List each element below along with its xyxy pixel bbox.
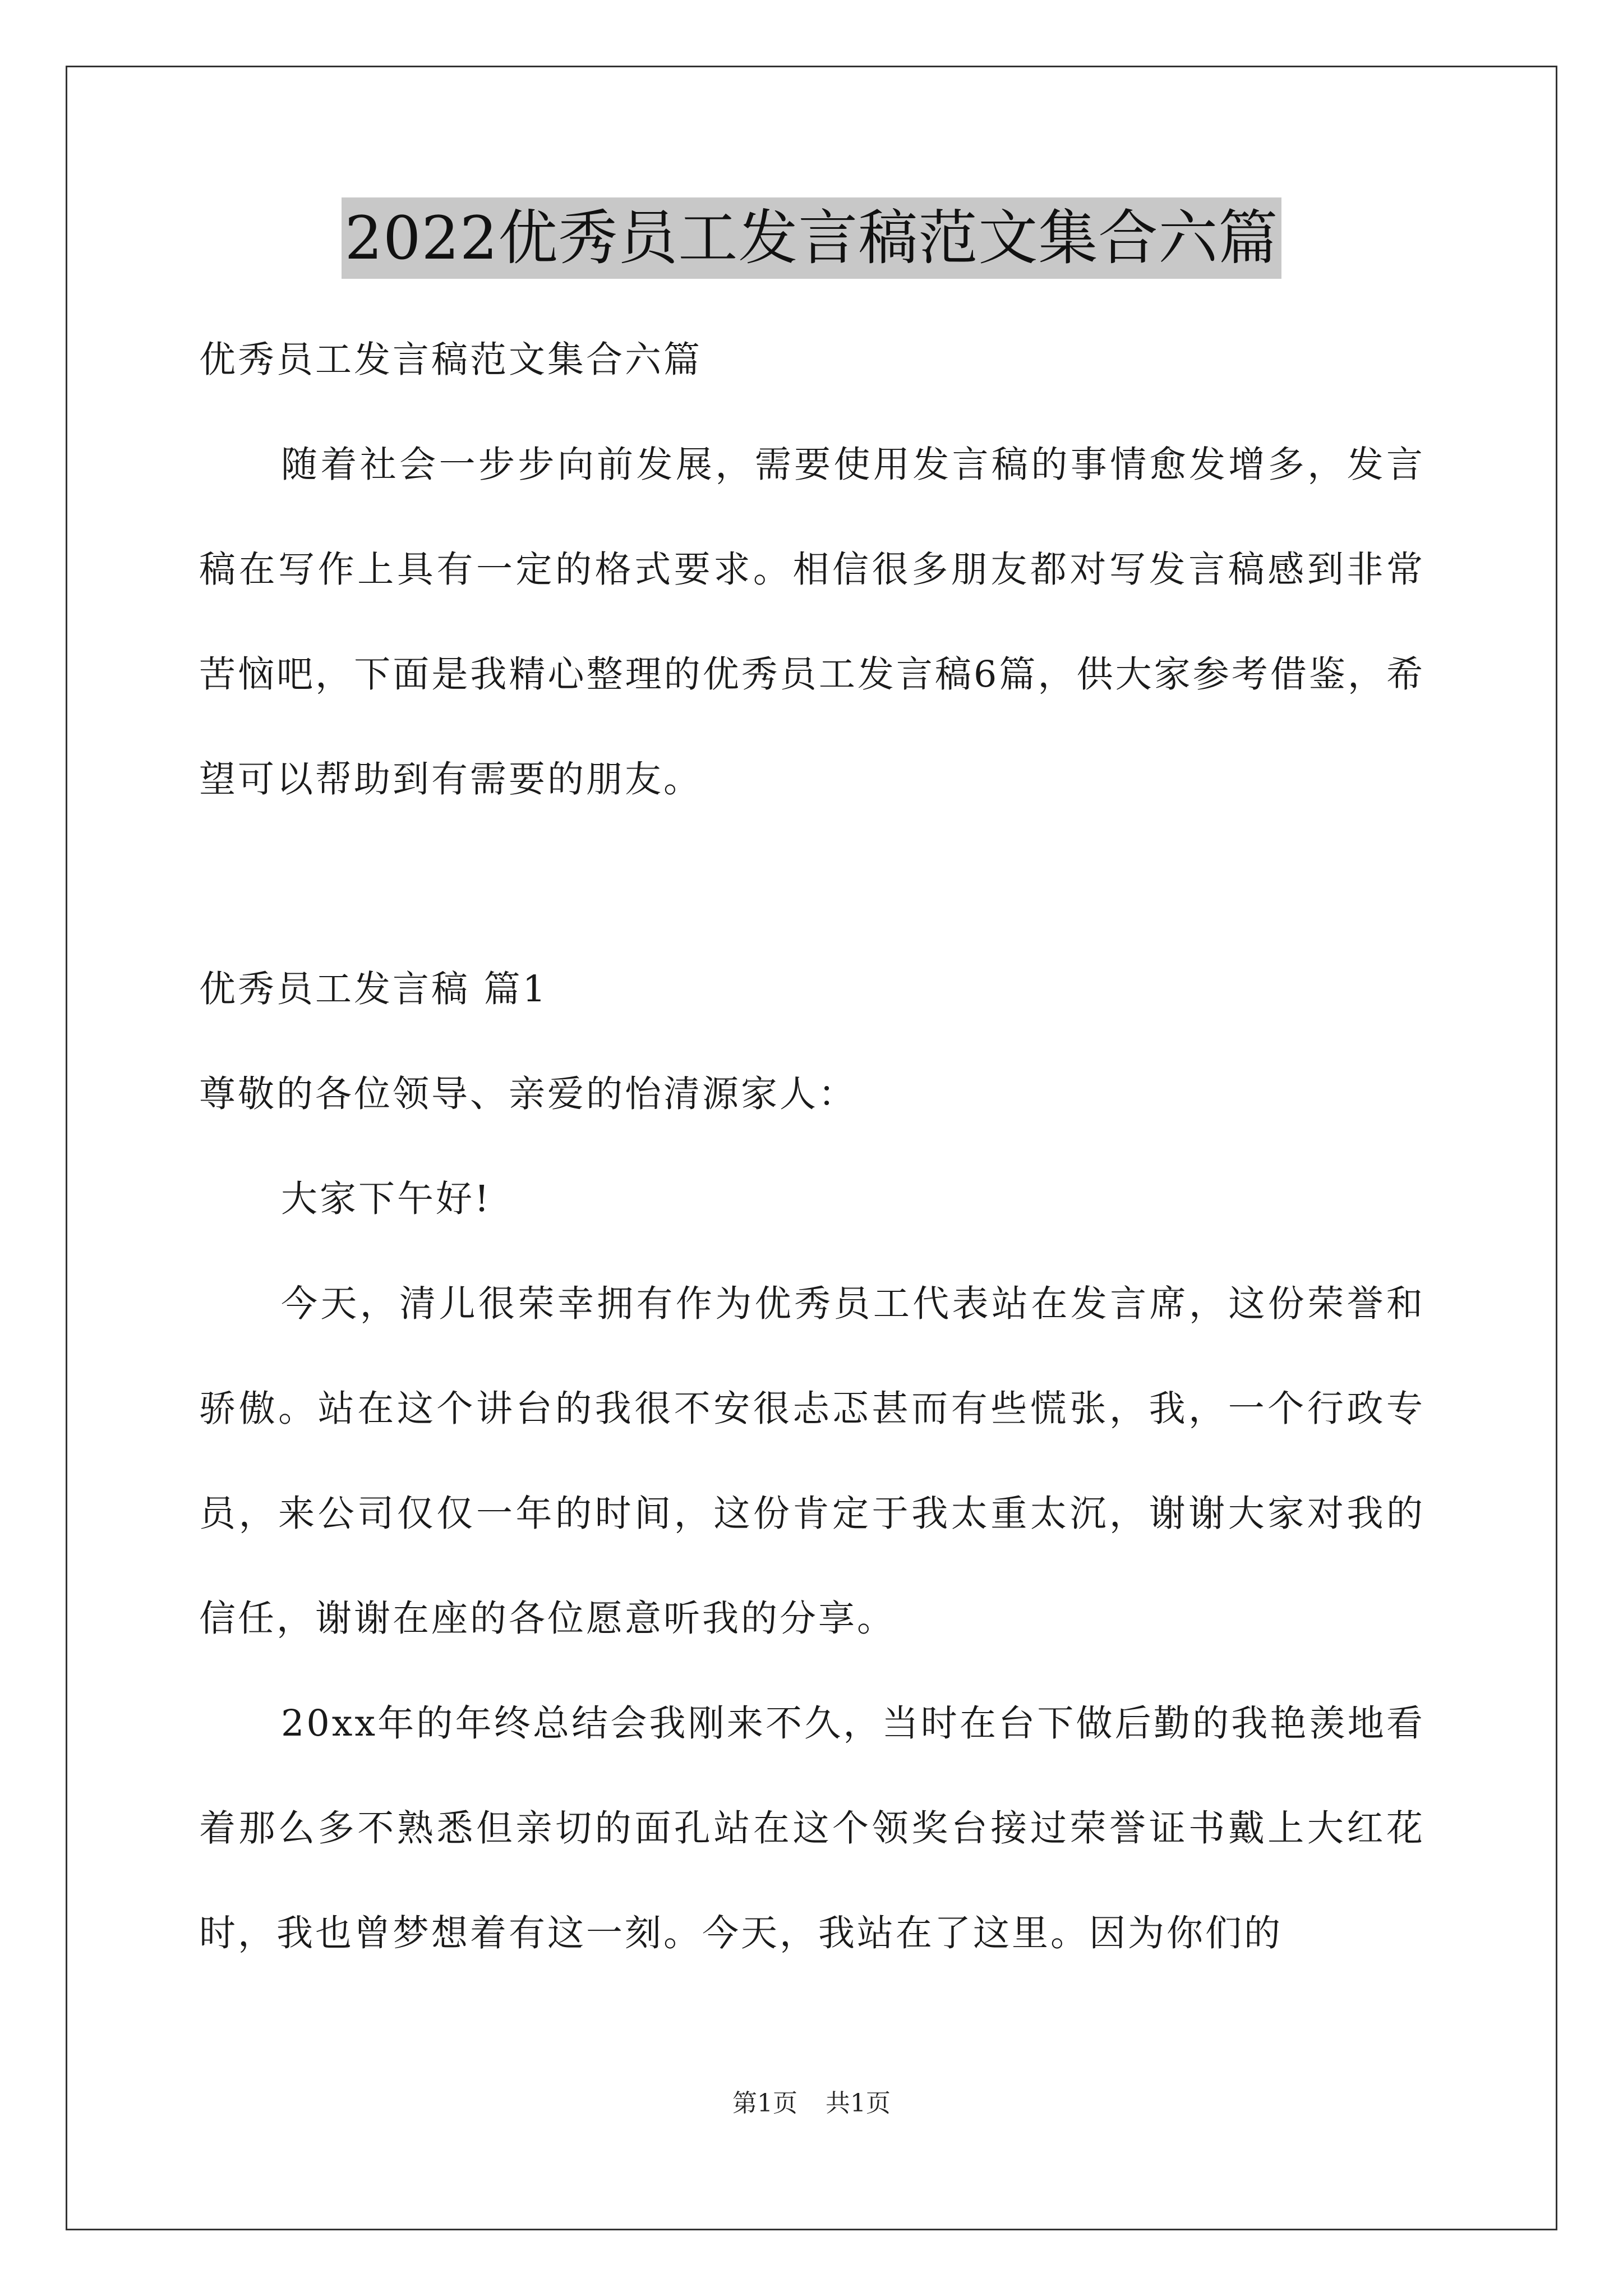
blank-line xyxy=(199,832,1425,937)
body-paragraph: 20xx年的年终总结会我刚来不久，当时在台下做后勤的我艳羡地看着那么多不熟悉但亲切的面孔站在这个领奖台接过荣誉证书戴上大红花时，我也曾梦想着有这一刻。今天，我站在了这里。因为你们的 xyxy=(199,1703,1425,1954)
salutation-paragraph: 尊敬的各位领导、亲爱的怡清源家人： xyxy=(199,1073,857,1115)
subtitle-paragraph: 优秀员工发言稿范文集合六篇 xyxy=(199,339,703,381)
document-title: 2022优秀员工发言稿范文集合六篇 xyxy=(342,197,1282,279)
intro-paragraph: 随着社会一步步向前发展，需要使用发言稿的事情愈发增多，发言稿在写作上具有一定的格式要求。相信很多朋友都对写发言稿感到非常苦恼吧，下面是我精心整理的优秀员工发言稿6篇，供大家参考借鉴，希望可以帮助到有需要的朋友。 xyxy=(199,444,1425,800)
section-heading: 优秀员工发言稿 篇1 xyxy=(199,968,548,1010)
document-body xyxy=(199,307,1425,1986)
page-number: 第1页 xyxy=(732,2089,797,2118)
greeting-paragraph: 大家下午好! xyxy=(281,1178,492,1220)
page-footer xyxy=(0,2087,1623,2120)
body-paragraph: 今天，清儿很荣幸拥有作为优秀员工代表站在发言席，这份荣誉和骄傲。站在这个讲台的我很不安很忐忑甚而有些慌张，我，一个行政专员，来公司仅仅一年的时间，这份肯定于我太重太沉，谢谢大家对我的信任，谢谢在座的各位愿意听我的分享。 xyxy=(199,1283,1425,1640)
page-total: 共1页 xyxy=(826,2089,891,2118)
title-area xyxy=(0,197,1623,279)
